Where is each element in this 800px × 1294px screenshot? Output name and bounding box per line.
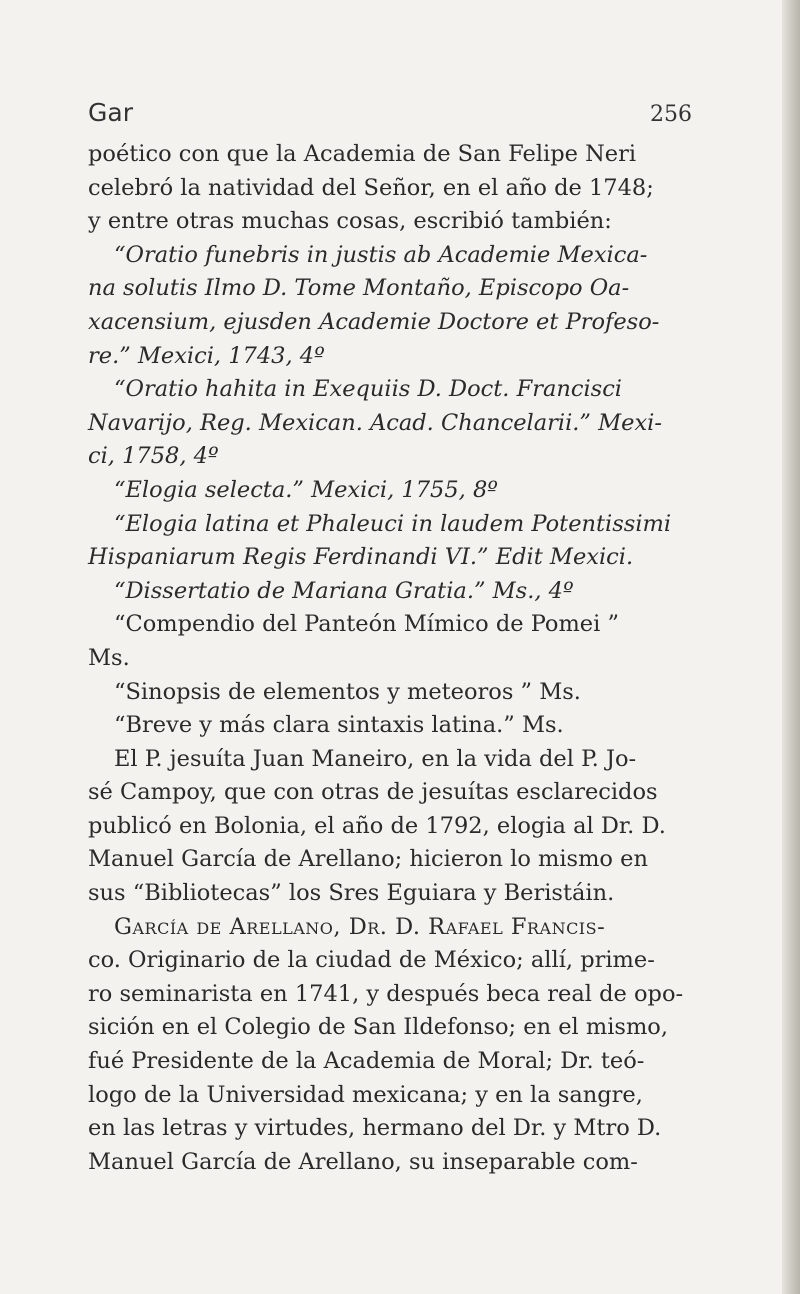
text-line: poético con que la Academia de San Felipe Neri xyxy=(88,141,637,167)
text-line: “Elogia selecta.” Mexici, 1755, 8º xyxy=(114,476,498,503)
text-line: en las letras y virtudes, hermano del Dr. y Mtro D. xyxy=(88,1115,662,1142)
text-line: publicó en Bolonia, el año de 1792, elogia al Dr. D. xyxy=(88,812,666,839)
page-edge xyxy=(782,0,800,1294)
body-text xyxy=(88,138,764,1179)
text-line: Manuel García de Arellano; hicieron lo mismo en xyxy=(88,846,648,873)
text-line: sé Campoy, que con otras de jesuítas esclarecidos xyxy=(88,779,658,806)
text-line: Hispaniarum Regis Ferdinandi VI.” Edit Mexici. xyxy=(88,544,634,571)
running-head: Gar xyxy=(88,98,133,127)
text-line: El P. jesuíta Juan Maneiro, en la vida del P. Jo- xyxy=(114,745,637,772)
text-line: “Elogia latina et Phaleuci in laudem Potentissimi xyxy=(114,510,672,537)
text-line: xacensium, ejusden Academie Doctore et Profeso- xyxy=(88,308,660,335)
text-line: “Dissertatio de Mariana Gratia.” Ms., 4º xyxy=(114,577,574,604)
text-line: Ms. xyxy=(88,644,130,671)
text-line: celebró la natividad del Señor, en el año de 1748; xyxy=(88,174,654,201)
text-line: co. Originario de la ciudad de México; allí, prime- xyxy=(88,947,655,974)
text-line: Navarijo, Reg. Mexican. Acad. Chancelarii.” Mexi- xyxy=(88,409,662,436)
text-line: y entre otras muchas cosas, escribió también: xyxy=(88,208,612,235)
text-line: sus “Bibliotecas” los Sres Eguiara y Beristáin. xyxy=(88,880,615,907)
text-line: logo de la Universidad mexicana; y en la sangre, xyxy=(88,1081,643,1108)
text-line: Manuel García de Arellano, su inseparable com- xyxy=(88,1148,638,1175)
text-line: ro seminarista en 1741, y después beca real de opo- xyxy=(88,980,684,1007)
text-line: na solutis Ilmo D. Tome Montaño, Episcopo Oa- xyxy=(88,275,630,302)
page-number: 256 xyxy=(650,102,692,127)
text-line: “Oratio funebris in justis ab Academie Mexica- xyxy=(114,241,648,268)
text-line: ci, 1758, 4º xyxy=(88,443,219,470)
entry-heading-line: García de Arellano, Dr. D. Rafael Francis- xyxy=(114,913,606,940)
text-line: re.” Mexici, 1743, 4º xyxy=(88,342,325,369)
text-line: “Oratio hahita in Exequiis D. Doct. Francisci xyxy=(114,376,622,403)
text-line: “Compendio del Panteón Mímico de Pomei ” xyxy=(114,611,619,638)
text-line: sición en el Colegio de San Ildefonso; en el mismo, xyxy=(88,1014,668,1041)
text-line: “Breve y más clara sintaxis latina.” Ms. xyxy=(114,712,564,739)
text-line: fué Presidente de la Academia de Moral; Dr. teó- xyxy=(88,1048,645,1075)
text-line: “Sinopsis de elementos y meteoros ” Ms. xyxy=(114,678,581,705)
